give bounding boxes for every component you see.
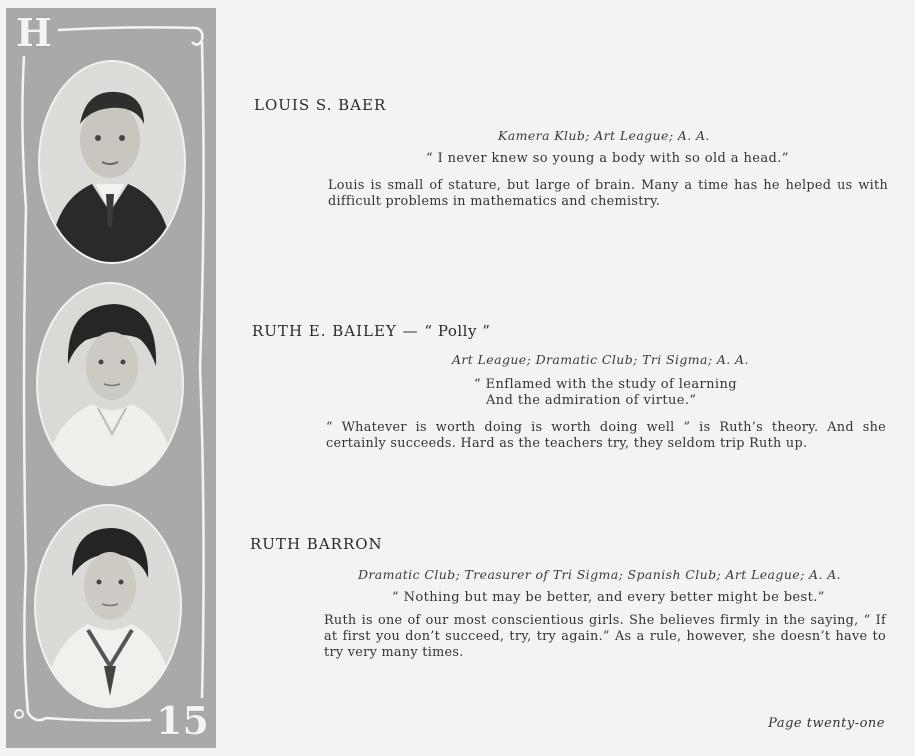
student-activities: Kamera Klub; Art League; A. A. (498, 128, 710, 143)
page-number: Page twenty-one (768, 716, 885, 731)
portrait-louis-baer (38, 60, 186, 264)
student-quote-line-2: And the admiration of virtue.” (486, 393, 697, 408)
student-description: Louis is small of stature, but large of brain. Many a time has he helped us with difficult problems in mathematics and chemistry. (328, 178, 888, 209)
portrait-photo (40, 62, 184, 262)
student-quote-line-1: “ Enflamed with the study of learning (474, 377, 737, 392)
student-nickname: “ Polly ” (424, 322, 491, 340)
student-quote: “ Nothing but may be better, and every better might be best.” (392, 590, 825, 605)
student-name: LOUIS S. BAER (254, 96, 387, 114)
student-quote: “ I never knew so young a body with so old a head.” (426, 151, 789, 166)
student-activities: Dramatic Club; Treasurer of Tri Sigma; Spanish Club; Art League; A. A. (358, 567, 842, 582)
student-activities: Art League; Dramatic Club; Tri Sigma; A. A. (452, 352, 749, 367)
class-year: 15 (156, 698, 209, 743)
student-name: RUTH BARRON (250, 535, 383, 553)
portrait-ruth-barron (34, 504, 182, 708)
portrait-ruth-bailey (36, 282, 184, 486)
portrait-photo (36, 506, 180, 706)
portrait-photo (38, 284, 182, 484)
student-name: RUTH E. BAILEY — (252, 322, 419, 340)
student-description: “ Whatever is worth doing is worth doing well ” is Ruth’s theory. And she certainly succeeds. Hard as the teachers try, they seldom trip Ruth up. (326, 420, 886, 451)
monogram-letter: H (16, 10, 52, 55)
student-description: Ruth is one of our most conscientious girls. She believes firmly in the saying, “ If at first you don’t succeed, try, try again.” As a rule, however, she doesn’t have to try very many times. (324, 613, 886, 660)
student-name-line (252, 322, 490, 340)
